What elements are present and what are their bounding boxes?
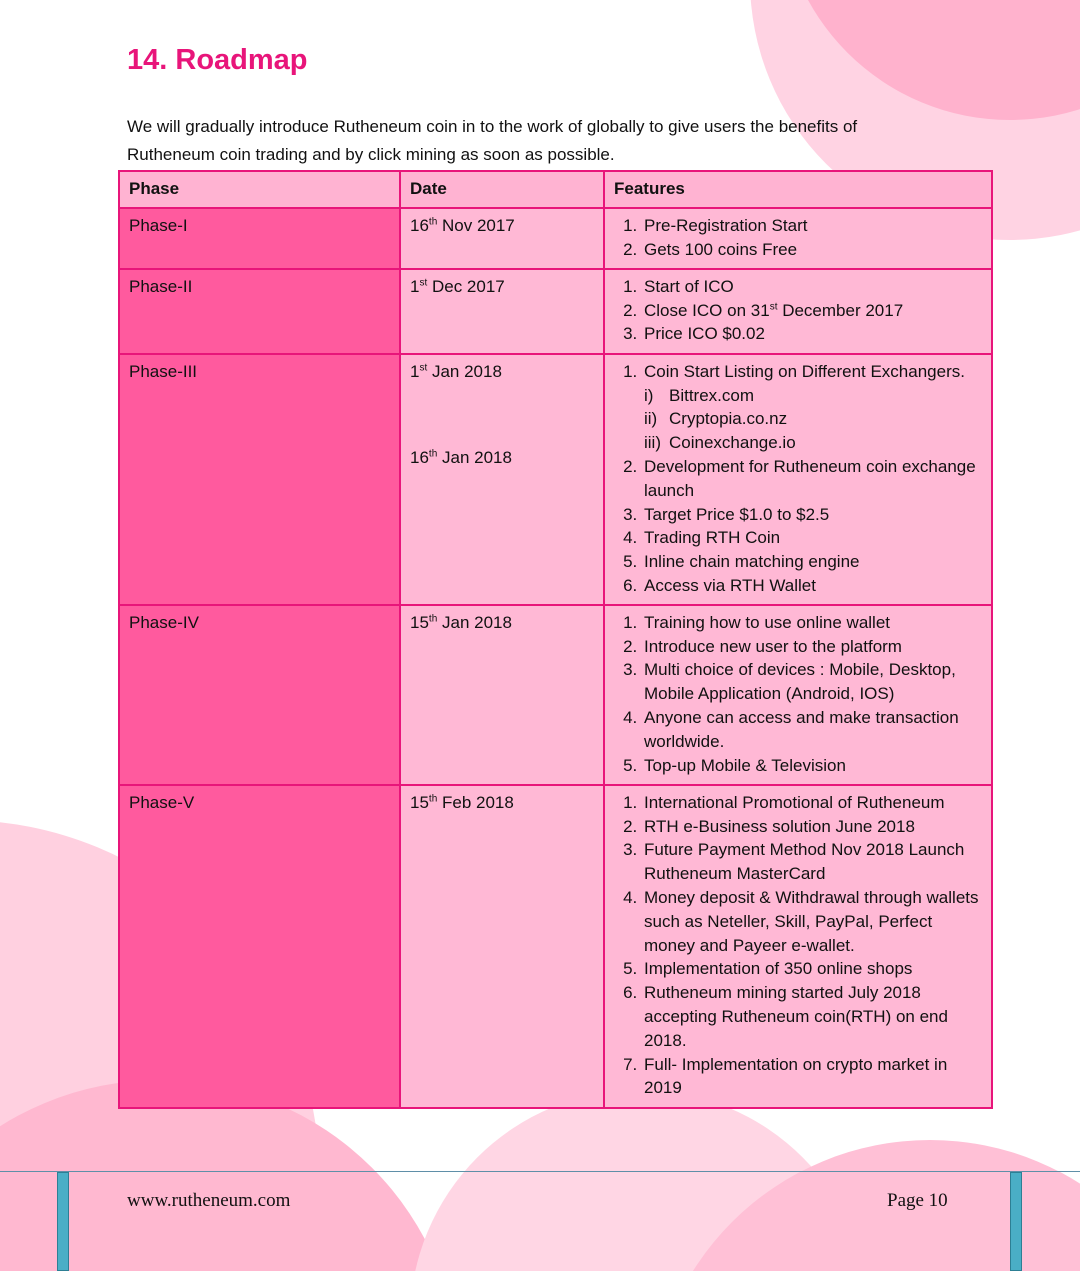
exchange-number: ii) [644,409,658,429]
features-cell [604,354,992,605]
list-item: 7. Full- Implementation on crypto market in 2019 [642,1053,982,1101]
list-item: 1. Training how to use online wallet [642,611,982,635]
list-item: 2. Development for Rutheneum coin exchange launch [642,455,982,503]
date-rest: Dec 2017 [427,276,505,296]
date-line [410,446,594,470]
list-item: 1. International Promotional of Rutheneum [642,791,982,815]
table-row [119,269,992,354]
table-row [119,785,992,1108]
date-suffix: st [419,362,428,374]
list-item: 5. Top-up Mobile & Television [642,754,982,778]
column-header-features: Features [604,171,992,208]
section-heading: 14. Roadmap [127,44,308,76]
exchanges-list [644,384,982,455]
list-item: 4. Anyone can access and make transaction worldwide. [642,706,982,754]
date-cell [400,785,604,1108]
intro-paragraph: We will gradually introduce Rutheneum coin in to the work of globally to give users the benefits of Rutheneum coin trading and by click mining as soon as possible. [127,117,858,164]
list-item: 5. Implementation of 350 online shops [642,957,982,981]
column-header-date: Date [400,171,604,208]
exchange-number: iii) [644,433,661,453]
list-item: 2. Introduce new user to the platform [642,635,982,659]
column-header-phase: Phase [119,171,400,208]
exchange-item [644,384,982,408]
footer-url: www.rutheneum.com [127,1190,291,1211]
list-item: 2. Gets 100 coins Free [642,238,982,262]
date-rest: Feb 2018 [437,792,514,812]
date-day: 16 [410,215,429,235]
table-row [119,354,992,605]
list-item: 2. RTH e-Business solution June 2018 [642,815,982,839]
date-suffix: th [428,793,438,805]
features-cell [604,785,992,1108]
features-list [614,275,982,346]
list-item: 1. Pre-Registration Start [642,214,982,238]
feature-suffix: st [769,300,778,312]
list-item: 1. Start of ICO [642,275,982,299]
list-item: 5. Inline chain matching engine [642,550,982,574]
features-list [614,611,982,778]
list-item: 3. Target Price $1.0 to $2.5 [642,503,982,527]
list-item: 3. Multi choice of devices : Mobile, Desktop, Mobile Application (Android, IOS) [642,658,982,706]
date-suffix: th [428,216,438,228]
date-rest: Jan 2018 [437,447,512,467]
date-day: 1 [410,361,420,381]
phase-cell: Phase-IV [119,605,400,785]
date-day: 1 [410,276,420,296]
feature-text-rest: December 2017 [777,300,904,320]
table-row [119,208,992,269]
list-item: 3. Price ICO $0.02 [642,322,982,346]
date-suffix: st [419,277,428,289]
date-cell [400,354,604,605]
features-cell [604,269,992,354]
list-item: 6. Access via RTH Wallet [642,574,982,598]
date-cell [400,605,604,785]
exchange-item [644,431,982,455]
exchange-name: Bittrex.com [669,385,755,405]
date-cell [400,208,604,269]
date-line [410,360,594,384]
feature-text: Coin Start Listing on Different Exchangers. [644,361,965,381]
exchange-item [644,407,982,431]
exchange-name: Coinexchange.io [669,433,796,453]
list-item: 4. Trading RTH Coin [642,526,982,550]
features-list [614,360,982,598]
phase-cell: Phase-III [119,354,400,605]
date-rest: Jan 2018 [427,361,502,381]
date-day: 15 [410,792,429,812]
phase-cell: Phase-II [119,269,400,354]
feature-text: Close ICO on 31 [644,300,770,320]
list-item [642,360,982,455]
date-day: 16 [410,447,429,467]
features-cell [604,208,992,269]
date-suffix: th [428,613,438,625]
list-item: 4. Money deposit & Withdrawal through wallets such as Neteller, Skill, PayPal, Perfect money and Payeer e-wallet. [642,886,982,957]
table-header-row [119,171,992,208]
table-row [119,605,992,785]
page-number: Page 10 [887,1190,948,1211]
exchange-number: i) [644,385,654,405]
phase-cell: Phase-V [119,785,400,1108]
features-list [614,791,982,1100]
footer-bar-left [57,1172,69,1271]
date-day: 15 [410,612,429,632]
footer-divider [0,1171,1080,1172]
date-rest: Nov 2017 [437,215,515,235]
date-rest: Jan 2018 [437,612,512,632]
list-item: 6. Rutheneum mining started July 2018 accepting Rutheneum coin(RTH) on end 2018. [642,981,982,1052]
roadmap-table [118,170,993,1109]
list-item [642,299,982,323]
list-item: 3. Future Payment Method Nov 2018 Launch Rutheneum MasterCard [642,838,982,886]
features-list [614,214,982,262]
features-cell [604,605,992,785]
date-cell [400,269,604,354]
phase-cell: Phase-I [119,208,400,269]
exchange-name: Cryptopia.co.nz [669,409,788,429]
date-suffix: th [428,447,438,459]
footer-bar-right [1010,1172,1022,1271]
